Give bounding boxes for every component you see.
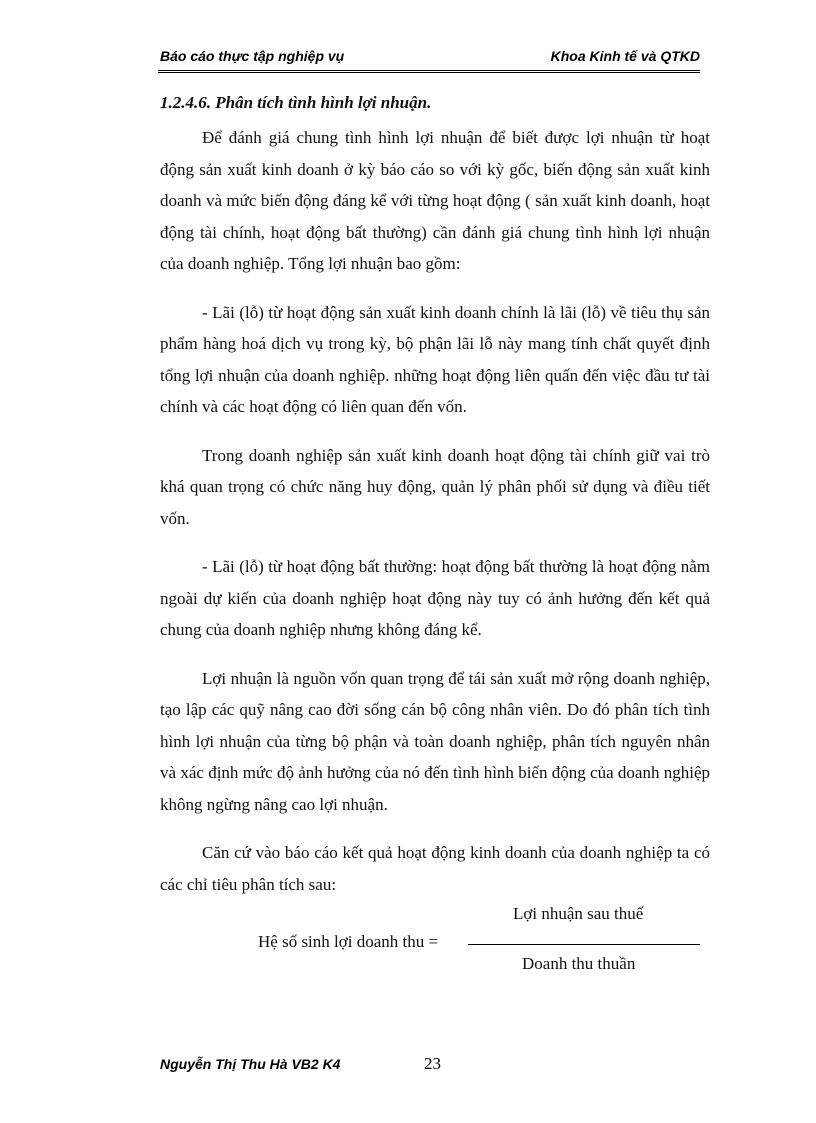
formula-revenue-profitability — [160, 896, 710, 986]
header-divider — [158, 70, 700, 73]
paragraph-indicators-intro: Căn cứ vào báo cáo kết quả hoạt động kinh doanh của doanh nghiệp ta có các chỉ tiêu phân tích sau: — [160, 843, 710, 894]
footer-author: Nguyễn Thị Thu Hà VB2 K4 — [160, 1056, 341, 1072]
header-faculty: Khoa Kinh tế và QTKD — [550, 48, 700, 64]
main-content — [160, 92, 710, 900]
page-header — [160, 48, 700, 70]
fraction-bar — [468, 944, 700, 945]
section-title: 1.2.4.6. Phân tích tình hình lợi nhuận. — [160, 93, 432, 112]
paragraph-extraordinary-profit: - Lãi (lỗ) từ hoạt động bất thường: hoạt động bất thường là hoạt động nằm ngoài dự kiến của doanh nghiệp hoạt động này tuy có ảnh hưởng đến kết quả chung của doanh nghiệp nhưng không đáng kể. — [160, 557, 710, 639]
header-report-title: Báo cáo thực tập nghiệp vụ — [160, 48, 345, 64]
paragraph-main-business-profit: - Lãi (lỗ) từ hoạt động sản xuất kinh doanh chính là lãi (lỗ) về tiêu thụ sản phẩm hàng hoá dịch vụ trong kỳ, bộ phận lãi lỗ này mang tính chất quyết định tổng lợi nhuận của doanh nghiệp. những hoạt động liên quấn đến việc đầu tư tài chính và các hoạt động có liên quan đến vốn. — [160, 302, 710, 416]
formula-label: Hệ số sinh lợi doanh thu = — [258, 932, 439, 951]
formula-denominator: Doanh thu thuần — [522, 954, 636, 973]
paragraph-financial-activity: Trong doanh nghiệp sản xuất kinh doanh hoạt động tài chính giữ vai trò khá quan trọng có chức năng huy động, quản lý phân phối sử dụng và điều tiết vốn. — [160, 445, 710, 528]
paragraph-profit-importance: Lợi nhuận là nguồn vốn quan trọng để tái sản xuất mở rộng doanh nghiệp, tạo lập các quỹ nâng cao đời sống cán bộ công nhân viên. Do đó phân tích tình hình lợi nhuận của từng bộ phận và toàn doanh nghiệp, phân tích nguyên nhân và xác định mức độ ảnh hưởng của nó đến tình hình biến động của doanh nghiệp không ngừng nâng cao lợi nhuận. — [160, 668, 710, 814]
paragraph-intro: Để đánh giá chung tình hình lợi nhuận để biết được lợi nhuận từ hoạt động sản xuất kinh doanh ở kỳ báo cáo so với kỳ gốc, biến động sản xuất kinh doanh và mức biến động đáng kể với từng hoạt động ( sản xuất kinh doanh, hoạt động tài chính, hoạt động bất thường) cần đánh giá chung tình hình lợi nhuận của doanh nghiệp. Tổng lợi nhuận bao gồm: — [160, 128, 710, 273]
page-footer — [160, 1054, 700, 1078]
page-number: 23 — [424, 1054, 441, 1073]
formula-numerator: Lợi nhuận sau thuế — [513, 904, 644, 923]
